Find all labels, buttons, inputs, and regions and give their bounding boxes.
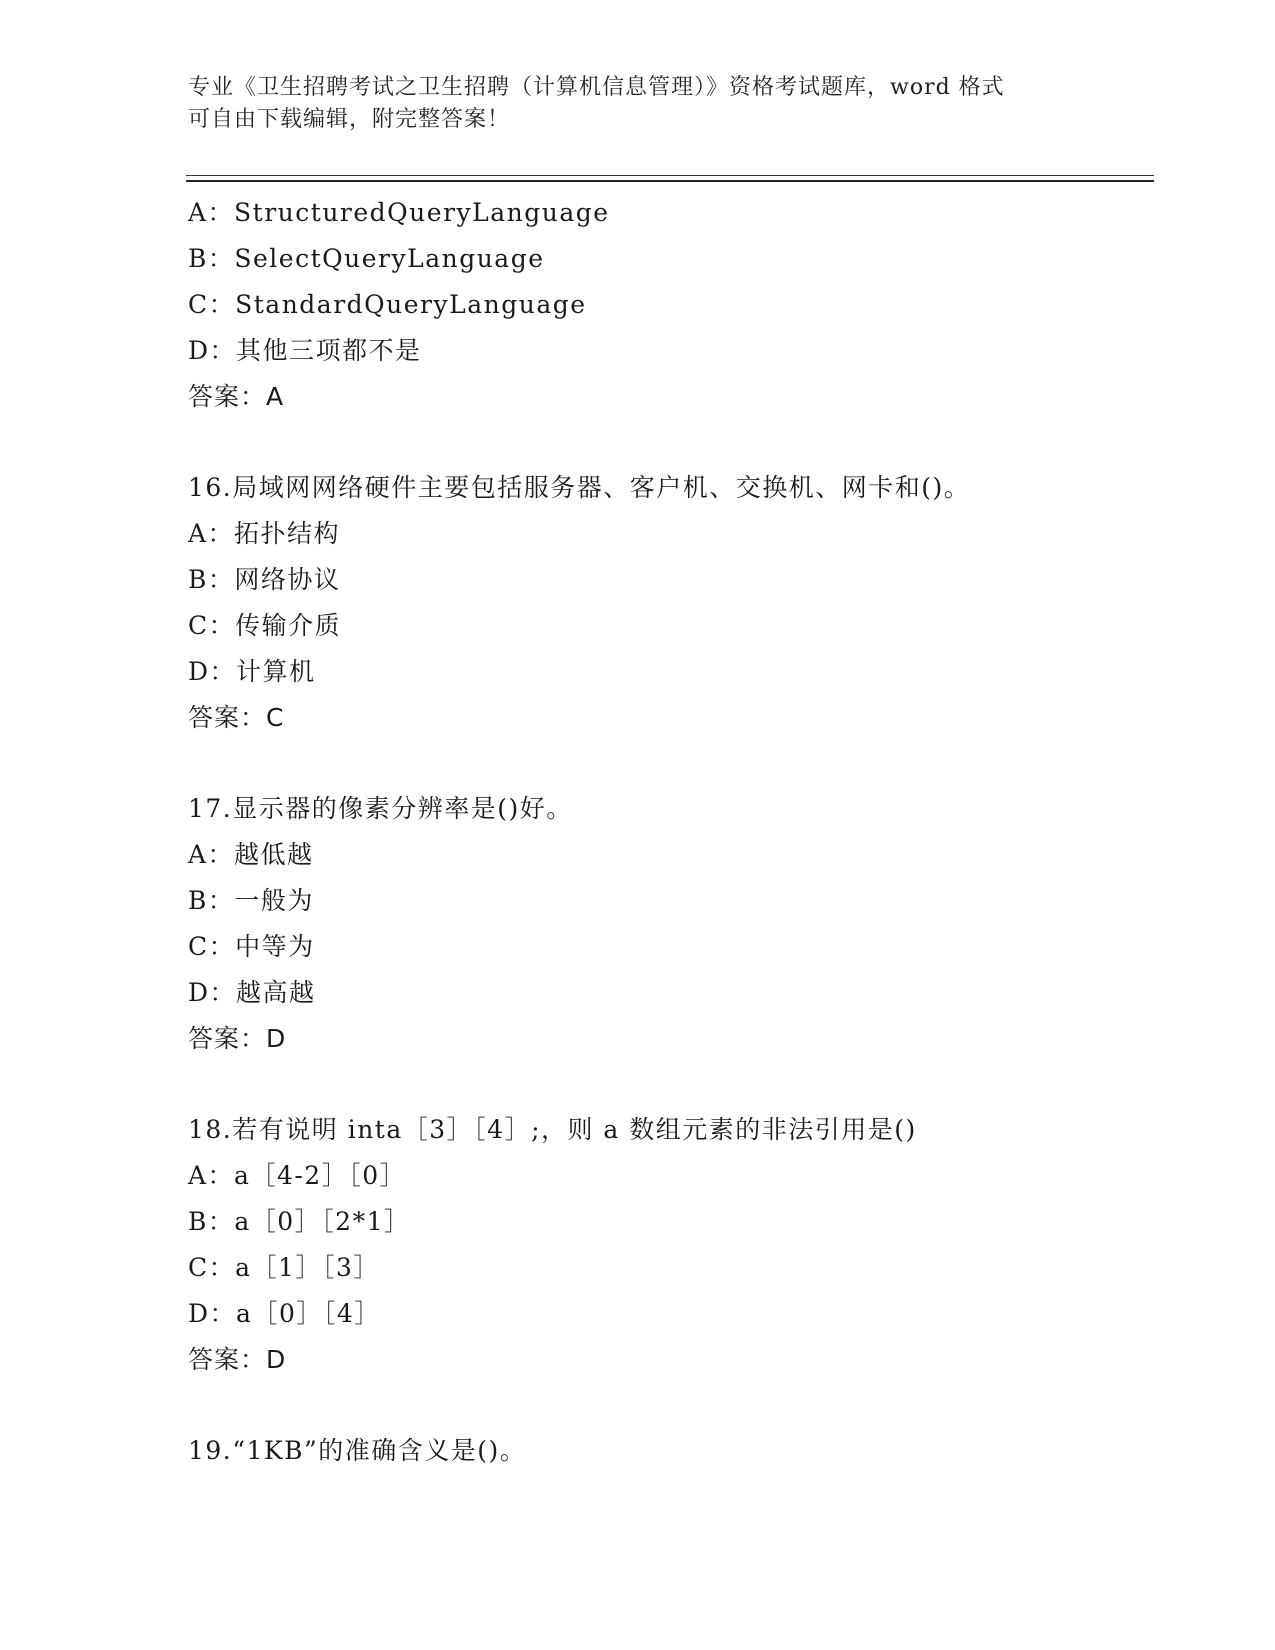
answer: 答案：A (188, 382, 285, 411)
option-d: D：越高越 (188, 978, 316, 1007)
option-b: B：一般为 (188, 886, 314, 915)
question-15-tail (188, 190, 1148, 420)
question-19 (188, 1428, 1148, 1474)
option-b: B：SelectQueryLanguage (188, 244, 545, 273)
option-d: D：其他三项都不是 (188, 336, 422, 365)
spacer (188, 1062, 1148, 1107)
option-b: B：网络协议 (188, 565, 341, 594)
option-a: A：越低越 (188, 840, 314, 869)
option-b: B：a［0］［2*1］ (188, 1207, 411, 1236)
question-18 (188, 1107, 1148, 1383)
spacer (188, 741, 1148, 786)
option-d: D：a［0］［4］ (188, 1299, 381, 1328)
option-c: C：StandardQueryLanguage (188, 290, 587, 319)
option-a: A：StructuredQueryLanguage (188, 198, 610, 227)
question-stem: 18.若有说明 inta［3］［4］;，则 a 数组元素的非法引用是() (188, 1115, 917, 1144)
spacer (188, 420, 1148, 465)
option-c: C：中等为 (188, 932, 315, 961)
option-d: D：计算机 (188, 657, 316, 686)
option-c: C：传输介质 (188, 611, 342, 640)
spacer (188, 1383, 1148, 1428)
question-stem: 16.局域网网络硬件主要包括服务器、客户机、交换机、网卡和()。 (188, 473, 971, 502)
option-c: C：a［1］［3］ (188, 1253, 380, 1282)
option-a: A：拓扑结构 (188, 519, 341, 548)
question-stem: 17.显示器的像素分辨率是()好。 (188, 794, 573, 823)
question-16 (188, 465, 1148, 741)
header-divider-thin (186, 175, 1154, 176)
document-header (188, 72, 1088, 136)
answer: 答案：C (188, 703, 285, 732)
option-a: A：a［4-2］［0］ (188, 1161, 407, 1190)
header-divider-thick (186, 180, 1154, 182)
question-stem: 19.“1KB”的准确含义是()。 (188, 1436, 527, 1465)
question-17 (188, 786, 1148, 1062)
header-line-2: 可自由下载编辑，附完整答案！ (188, 107, 511, 132)
answer: 答案：D (188, 1345, 287, 1374)
answer: 答案：D (188, 1024, 287, 1053)
question-list (188, 190, 1148, 1474)
header-line-1: 专业《卫生招聘考试之卫生招聘（计算机信息管理）》资格考试题库，word 格式 (188, 75, 1005, 100)
